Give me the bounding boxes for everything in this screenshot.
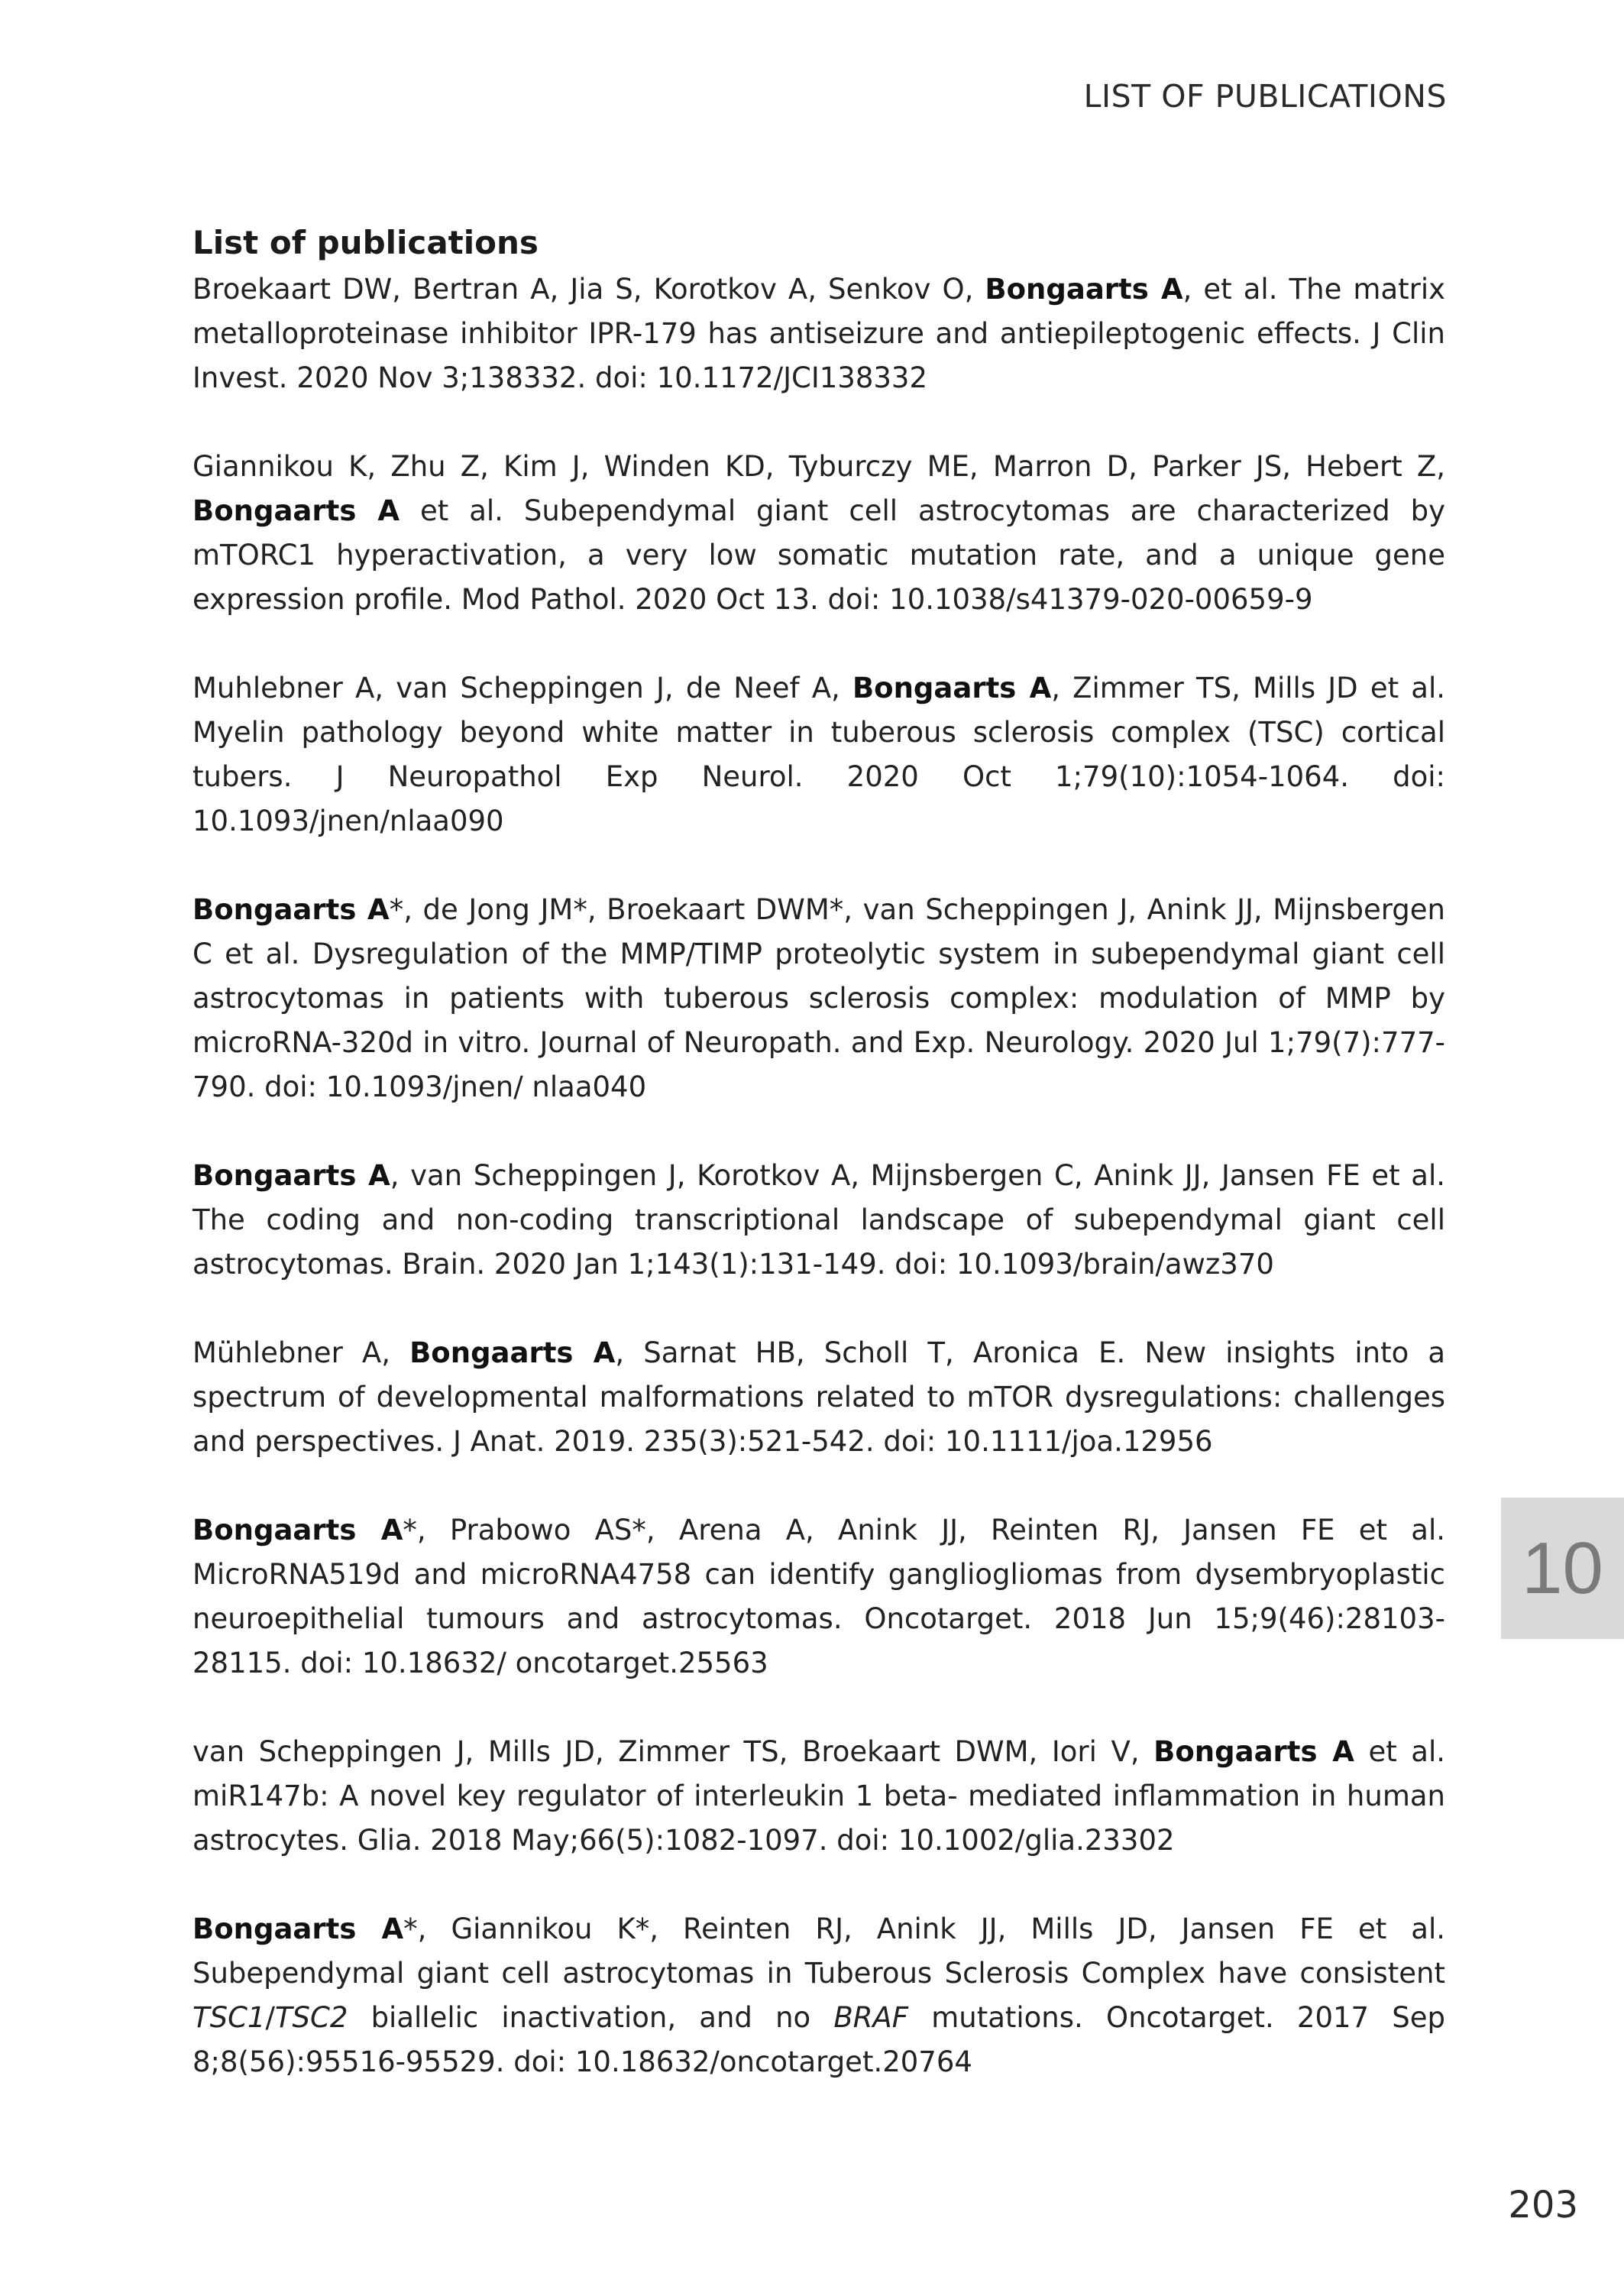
gene-separator: /: [265, 2001, 275, 2034]
gene-name: TSC1: [192, 2001, 266, 2034]
citation-rest: , Zimmer TS, Mills JD et al. Myelin pathology beyond white matter in tuberous sclerosis complex (TSC) cortical tubers. J Neuropathol Exp Neurol. 2020 Oct 1;79(10):1054-1064. doi: 10.1093/jnen/nlaa090: [192, 672, 1446, 837]
publication-entry: [192, 888, 1445, 1109]
publication-entry: [192, 1508, 1445, 1686]
publication-entry: [192, 267, 1445, 400]
gene-name: BRAF: [833, 2001, 909, 2034]
citation-rest: et al. miR147b: A novel key regulator of interleukin 1 beta- mediated inflammation in human astrocytes. Glia. 2018 May;66(5):1082-1097. doi: 10.1002/glia.23302: [192, 1735, 1446, 1857]
chapter-tab: [1501, 1498, 1624, 1639]
section-title: List of publications: [192, 224, 539, 261]
citation-rest: biallelic inactivation, and no: [348, 2001, 834, 2034]
authors-before: van Scheppingen J, Mills JD, Zimmer TS, Broekaart DWM, Iori V,: [192, 1735, 1154, 1768]
citation-rest: mutations. Oncotarget. 2017 Sep 8;8(56):95516-95529. doi: 10.18632/oncotarget.20764: [192, 2001, 1445, 2078]
publication-entry: [192, 1907, 1445, 2084]
authors-before: Mühlebner A,: [192, 1336, 410, 1369]
highlighted-author: Bongaarts A: [409, 1336, 616, 1369]
authors-before: Giannikou K, Zhu Z, Kim J, Winden KD, Tyburczy ME, Marron D, Parker JS, Hebert Z,: [192, 450, 1445, 483]
publication-entry: [192, 1331, 1445, 1464]
publication-entry: [192, 445, 1445, 622]
citation-rest: , Sarnat HB, Scholl T, Aronica E. New insights into a spectrum of developmental malformations related to mTOR dysregulations: challenges and perspectives. J Anat. 2019. 235(3):521-542. doi: 10.1111/joa.12956: [192, 1336, 1446, 1458]
citation-rest: et al. Subependymal giant cell astrocytomas are characterized by mTORC1 hyperactivation, a very low somatic mutation rate, and a unique gene expression profile. Mod Pathol. 2020 Oct 13. doi: 10.1038/s41379-020-00659-9: [192, 494, 1446, 616]
citation-rest: , et al. The matrix metalloproteinase inhibitor IPR-179 has antiseizure and antiepileptogenic effects. J Clin Invest. 2020 Nov 3;138332. doi: 10.1172/JCI138332: [192, 273, 1446, 394]
citation-rest: *, Prabowo AS*, Arena A, Anink JJ, Reinten RJ, Jansen FE et al. MicroRNA519d and microRNA4758 can identify gangliogliomas from dysembryoplastic neuroepithelial tumours and astrocytomas. Oncotarget. 2018 Jun 15;9(46):28103-28115. doi: 10.18632/ oncotarget.25563: [192, 1514, 1445, 1679]
citation-rest: *, Giannikou K*, Reinten RJ, Anink JJ, Mills JD, Jansen FE et al. Subependymal giant cell astrocytomas in Tuberous Sclerosis Complex have consistent: [192, 1912, 1445, 1990]
chapter-number: 10: [1522, 1527, 1603, 1609]
highlighted-author: Bongaarts A: [192, 1912, 404, 1945]
highlighted-author: Bongaarts A: [1153, 1735, 1354, 1768]
highlighted-author: Bongaarts A: [192, 1159, 390, 1192]
highlighted-author: Bongaarts A: [192, 893, 390, 926]
publication-list: [192, 220, 1445, 2129]
publication-entry: [192, 666, 1445, 844]
citation-rest: *, de Jong JM*, Broekaart DWM*, van Scheppingen J, Anink JJ, Mijnsbergen C et al. Dysregulation of the MMP/TIMP proteolytic system in subependymal giant cell astrocytomas in patients with tuberous sclerosis complex: modulation of MMP by microRNA-320d in vitro. Journal of Neuropath. and Exp. Neurology. 2020 Jul 1;79(7):777-790. doi: 10.1093/jnen/ nlaa040: [192, 893, 1446, 1103]
gene-name: TSC2: [274, 2001, 348, 2034]
highlighted-author: Bongaarts A: [192, 1514, 403, 1546]
publication-entry: [192, 1154, 1445, 1287]
highlighted-author: Bongaarts A: [192, 494, 400, 527]
running-header: LIST OF PUBLICATIONS: [1083, 78, 1447, 115]
publication-entry: [192, 1730, 1445, 1863]
highlighted-author: Bongaarts A: [985, 273, 1183, 306]
highlighted-author: Bongaarts A: [852, 672, 1052, 704]
authors-before: Muhlebner A, van Scheppingen J, de Neef A,: [192, 672, 852, 704]
authors-before: Broekaart DW, Bertran A, Jia S, Korotkov A, Senkov O,: [192, 273, 985, 306]
citation-rest: , van Scheppingen J, Korotkov A, Mijnsbergen C, Anink JJ, Jansen FE et al. The coding and non-coding transcriptional landscape of subependymal giant cell astrocytomas. Brain. 2020 Jan 1;143(1):131-149. doi: 10.1093/brain/awz370: [192, 1159, 1445, 1281]
page-number: 203: [1508, 2184, 1578, 2227]
